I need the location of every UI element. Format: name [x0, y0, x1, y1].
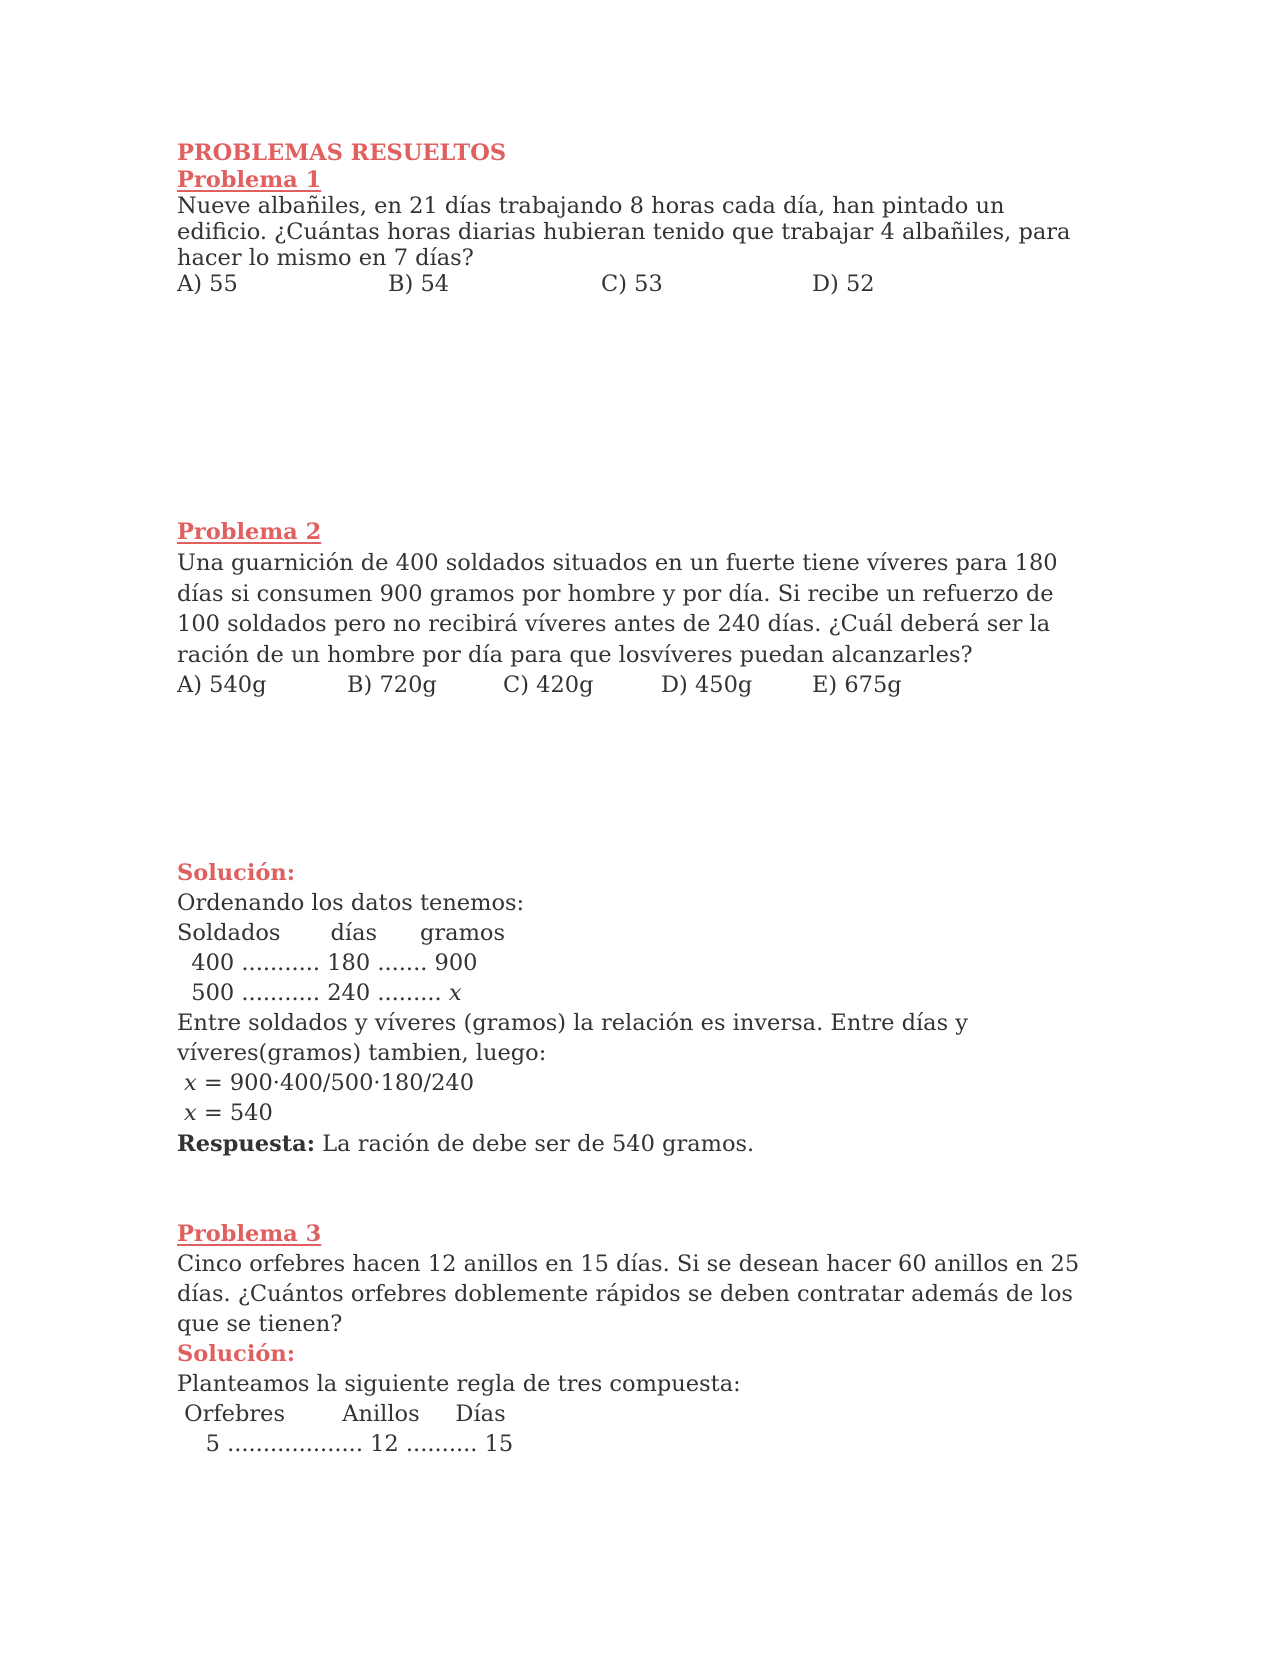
problem-3-heading: Problema 3 [177, 1221, 322, 1247]
equation-text: = 900·400/500·180/240 [196, 1070, 475, 1096]
variable-x: x [184, 1100, 197, 1126]
problem-2-text-line: 100 soldados pero no recibirá víveres antes de 240 días. ¿Cuál deberá ser la [177, 611, 1051, 637]
problem-2-table-row: 400 ........... 180 ....... 900 [177, 950, 478, 976]
problem-1-text-line: Nueve albañiles, en 21 días trabajando 8 horas cada día, han pintado un [177, 193, 1005, 219]
problem-2-heading: Problema 2 [177, 519, 322, 545]
equation-text: = 540 [196, 1100, 273, 1126]
problem-1-option-c: C) 53 [601, 271, 663, 297]
problem-2-table-row [177, 979, 462, 1007]
problem-1-text-line: edificio. ¿Cuántas horas diarias hubieran tenido que trabajar 4 albañiles, para [177, 219, 1071, 245]
document-title: PROBLEMAS RESUELTOS [177, 140, 507, 166]
problem-1-option-b: B) 54 [388, 271, 450, 297]
problem-3-text-line: que se tienen? [177, 1311, 343, 1337]
answer-text: La ración de debe ser de 540 gramos. [315, 1131, 755, 1157]
variable-x: x [448, 980, 462, 1006]
problem-2-option-a: A) 540g [177, 672, 267, 698]
answer-label: Respuesta: [177, 1131, 316, 1157]
problem-2-text-line: días si consumen 900 gramos por hombre y por día. Si recibe un refuerzo de [177, 581, 1054, 607]
problem-2-table-header: Soldados días gramos [177, 920, 506, 946]
problem-1-option-a: A) 55 [177, 271, 238, 297]
problem-2-option-e: E) 675g [812, 672, 902, 698]
problem-2-option-d: D) 450g [661, 672, 753, 698]
problem-1-text-line: hacer lo mismo en 7 días? [177, 245, 474, 271]
problem-3-text-line: Cinco orfebres hacen 12 anillos en 15 días. Si se desean hacer 60 anillos en 25 [177, 1251, 1080, 1277]
problem-3-solution-intro: Planteamos la siguiente regla de tres compuesta: [177, 1371, 741, 1397]
problem-3-table-row: 5 ................... 12 .......... 15 [177, 1431, 514, 1457]
problem-2-option-c: C) 420g [503, 672, 594, 698]
problem-3-table-header: Orfebres Anillos Días [177, 1401, 506, 1427]
problem-2-option-b: B) 720g [347, 672, 437, 698]
problem-2-text-line: ración de un hombre por día para que losvíveres puedan alcanzarles? [177, 642, 973, 668]
variable-x: x [184, 1070, 197, 1096]
problem-2-solution-intro: Ordenando los datos tenemos: [177, 890, 525, 916]
problem-3-text-line: días. ¿Cuántos orfebres doblemente rápidos se deben contratar además de los [177, 1281, 1073, 1307]
problem-2-equation [184, 1099, 273, 1127]
problem-1-option-d: D) 52 [812, 271, 875, 297]
problem-2-text-line: Una guarnición de 400 soldados situados en un fuerte tiene víveres para 180 [177, 550, 1058, 576]
problem-3-solution-label: Solución: [177, 1341, 296, 1367]
row-text: 500 ........... 240 ......... [177, 980, 449, 1006]
problem-2-relation-line: víveres(gramos) tambien, luego: [177, 1040, 547, 1066]
problem-2-relation-line: Entre soldados y víveres (gramos) la relación es inversa. Entre días y [177, 1010, 968, 1036]
problem-2-solution-label: Solución: [177, 860, 296, 886]
problem-1-heading: Problema 1 [177, 167, 322, 193]
problem-2-equation [184, 1069, 474, 1097]
problem-2-answer [177, 1130, 754, 1158]
